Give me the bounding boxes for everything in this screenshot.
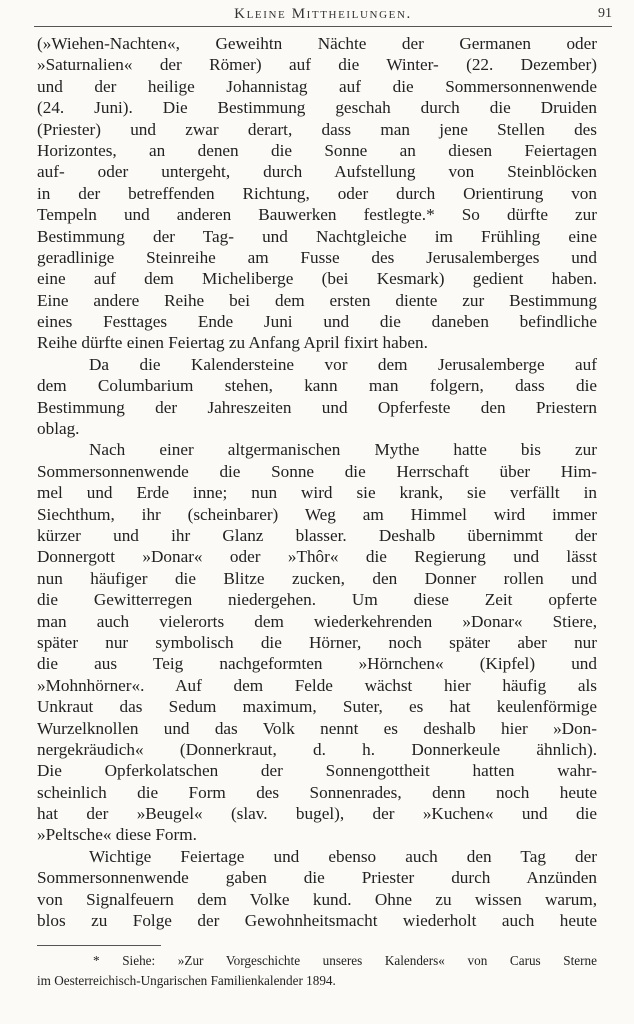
text-line: und der heilige Johannistag auf die Sommersonnenwende: [37, 76, 597, 96]
text-line: (»Wiehen-Nachten«, Geweihtn Nächte der Germanen oder: [37, 34, 597, 53]
text-line: Sommersonnenwende die Sonne die Herrschaft über Him-: [37, 461, 597, 481]
footnote-line: * Siehe: »Zur Vorgeschichte unseres Kalenders« von Carus Sterne: [93, 953, 597, 968]
text-line: Sommersonnenwende gaben die Priester durch Anzünden: [37, 868, 597, 888]
text-line: Nach einer altgermanischen Mythe hatte bis zur: [89, 440, 597, 460]
text-line: Donnergott »Donar« oder »Thôr« die Regierung und lässt: [37, 547, 597, 567]
footnote: [37, 951, 597, 991]
running-title: Kleine Mittheilungen.: [234, 6, 412, 22]
text-line: »Mohnhörner«. Auf dem Felde wächst hier häufig als: [37, 675, 597, 695]
text-line: Da die Kalendersteine vor dem Jerusalemberge auf: [89, 354, 597, 374]
body-text: [37, 33, 597, 931]
text-line: Die Opferkolatschen der Sonnengottheit hatten wahr-: [37, 761, 597, 781]
text-line: kürzer und ihr Glanz blasser. Deshalb übernimmt der: [37, 525, 597, 545]
text-line: die Gewitterregen niedergehen. Um diese Zeit opferte: [37, 590, 597, 610]
text-line: später nur symbolisch die Hörner, noch später aber nur: [37, 632, 597, 652]
text-line: mel und Erde inne; nun wird sie krank, sie verfällt in: [37, 483, 597, 503]
text-line: nun häufiger die Blitze zucken, den Donner rollen und: [37, 568, 597, 588]
text-line: Siechthum, ihr (scheinbarer) Weg am Himmel wird immer: [37, 504, 597, 524]
text-line: man auch vielerorts dem wiederkehrenden »Donar« Stiere,: [37, 611, 597, 631]
text-line: dem Columbarium stehen, kann man folgern, dass die: [37, 376, 597, 396]
text-line: Bestimmung der Tag- und Nachtgleiche im Frühling eine: [37, 226, 597, 246]
text-line: auf- oder untergeht, durch Aufstellung von Steinblöcken: [37, 162, 597, 182]
text-line: blos zu Folge der Gewohnheitsmacht wiederholt auch heute: [37, 911, 597, 931]
text-line: Tempeln und anderen Bauwerken festlegte.* So dürfte zur: [37, 205, 597, 225]
text-line: Wurzelknollen und das Volk nennt es deshalb hier »Don-: [37, 718, 597, 738]
text-line: eine auf dem Micheliberge (bei Kesmark) gedient haben.: [37, 269, 597, 289]
text-line: eines Festtages Ende Juni und die daneben befindliche: [37, 312, 597, 332]
text-line: Unkraut das Sedum maximum, Suter, es hat keulenförmige: [37, 697, 597, 717]
text-line: oblag.: [37, 419, 80, 439]
text-line: von Signalfeuern dem Volke kund. Ohne zu wissen warum,: [37, 889, 597, 909]
text-line: Wichtige Feiertage und ebenso auch den Tag der: [89, 846, 597, 866]
page-number: 91: [598, 6, 612, 21]
text-line: geradlinige Steinreihe am Fusse des Jerusalemberges und: [37, 247, 597, 267]
footnote-rule: [37, 945, 161, 946]
text-line: Eine andere Reihe bei dem ersten diente zur Bestimmung: [37, 290, 597, 310]
text-line: nergekräudich« (Donnerkraut, d. h. Donnerkeule ähnlich).: [37, 739, 597, 759]
text-line: »Peltsche« diese Form.: [37, 825, 197, 845]
text-line: in der betreffenden Richtung, oder durch Orientirung von: [37, 183, 597, 203]
text-line: Reihe dürfte einen Feiertag zu Anfang April fixirt haben.: [37, 333, 428, 353]
text-line: Bestimmung der Jahreszeiten und Opferfeste den Priestern: [37, 397, 597, 417]
text-line: »Saturnalien« der Römer) auf die Winter- (22. Dezember): [37, 55, 597, 75]
running-head: [34, 4, 612, 27]
text-line: (24. Juni). Die Bestimmung geschah durch die Druiden: [37, 98, 597, 118]
text-line: scheinlich die Form des Sonnenrades, denn noch heute: [37, 782, 597, 802]
text-line: hat der »Beugel« (slav. bugel), der »Kuchen« und die: [37, 804, 597, 824]
text-line: (Priester) und zwar derart, dass man jene Stellen des: [37, 119, 597, 139]
text-line: die aus Teig nachgeformten »Hörnchen« (Kipfel) und: [37, 654, 597, 674]
text-line: Horizontes, an denen die Sonne an diesen Feiertagen: [37, 140, 597, 160]
footnote-line: im Oesterreichisch-Ungarischen Familienkalender 1894.: [37, 973, 336, 988]
